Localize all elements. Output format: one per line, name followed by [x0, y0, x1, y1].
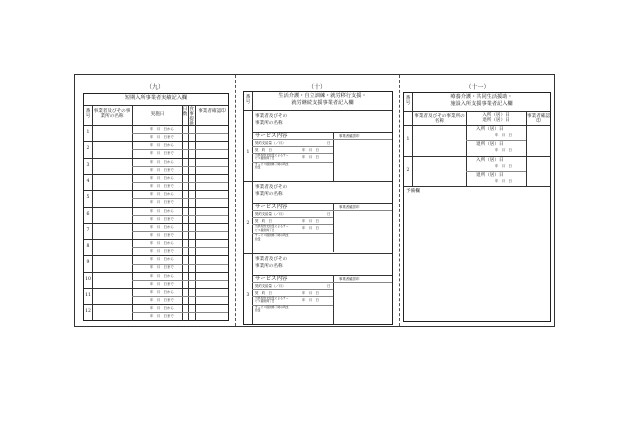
- provider-name-field[interactable]: [93, 191, 131, 205]
- service-content-label: サービス内容: [255, 133, 288, 139]
- provider-name-label: 事業所の名称: [255, 263, 283, 269]
- end-date-label: 当該契約支給量によるサービス提供終了日: [255, 224, 289, 232]
- date-to: 年 月 日まで: [150, 298, 174, 302]
- end-date-value: 年 月 日: [302, 226, 319, 231]
- entry-number: 1: [246, 150, 250, 155]
- end-date-value: 年 月 日: [302, 155, 319, 159]
- provider-name-field[interactable]: [93, 159, 131, 173]
- date-to: 年 月 日まで: [150, 265, 174, 270]
- col-meal-label: 食事提供: [189, 107, 194, 127]
- panel11-title: （十一）: [465, 84, 490, 91]
- provider-name-label: 事業者及びその: [255, 185, 288, 191]
- provider-name-field[interactable]: [93, 126, 131, 140]
- date-from: 年 月 日から: [150, 208, 174, 213]
- provider-name-field[interactable]: [93, 240, 131, 254]
- row-number: 8: [86, 244, 90, 250]
- row-number: 2: [86, 146, 90, 152]
- contract-date-value: 年 月 日: [302, 290, 319, 295]
- date-to: 年 月 日まで: [150, 216, 174, 221]
- date-to: 年 月 日まで: [150, 167, 174, 172]
- move-out-date: 年 月 日: [495, 178, 512, 183]
- panel9-title: （九）: [145, 84, 164, 91]
- provider-name-field[interactable]: [93, 273, 131, 287]
- entry-number: 3: [246, 292, 250, 298]
- form-sheet: [74, 74, 555, 327]
- daytime-service-table: [243, 91, 393, 325]
- contract-date-value: 年 月 日: [302, 148, 319, 152]
- provider-name-label: 事業所の名称: [255, 121, 283, 126]
- confirm-stamp-field[interactable]: [334, 283, 391, 323]
- confirm-label: 事業者確認印: [339, 134, 360, 138]
- row-number: 6: [86, 211, 90, 217]
- day-unit: 日: [327, 212, 331, 217]
- col-number-label: 番号: [405, 96, 411, 106]
- end-date-label: 当該契約支給量によるサービス提供終了日: [255, 295, 289, 303]
- date-from: 年 月 日から: [150, 159, 174, 164]
- provider-name-field[interactable]: [93, 208, 131, 222]
- col-days-label: 日数: [182, 107, 188, 117]
- col-out-label: 退所（居）日: [482, 118, 510, 123]
- col-in-label: 入所（居）日: [482, 113, 510, 118]
- end-date-value: 年 月 日: [302, 297, 319, 302]
- day-unit: 日: [327, 283, 331, 288]
- confirm-label: 事業者確認印: [339, 205, 360, 210]
- remaining-amount-label: サービス提供終了時の残支給量: [255, 162, 289, 170]
- move-in-date: 年 月 日: [495, 133, 512, 137]
- short-stay-table: [83, 93, 229, 321]
- col-name-label: 事業者及びその事業所の名称: [414, 114, 465, 124]
- date-from: 年 月 日から: [150, 273, 174, 278]
- confirm-stamp-field[interactable]: [334, 211, 391, 251]
- move-in-label: 入所（居）日: [476, 127, 504, 132]
- end-date-label: 当該契約支給量によるサービス提供終了日: [255, 153, 289, 161]
- contract-amount-label: 契約支給量（／月）: [255, 283, 286, 288]
- row-number: 1: [406, 137, 410, 142]
- col-confirm-label: 事業者確認印: [198, 109, 226, 114]
- panel11-header-line1: 療養介護・共同生活援助・: [450, 94, 513, 100]
- date-to: 年 月 日まで: [150, 200, 174, 205]
- contract-date-value: 年 月 日: [302, 219, 319, 224]
- move-in-date: 年 月 日: [495, 163, 512, 168]
- provider-name-field[interactable]: [93, 289, 131, 303]
- row-number: 12: [85, 309, 91, 315]
- contract-amount-label: 契約支給量（／月）: [255, 212, 286, 217]
- row-number: 9: [86, 260, 90, 266]
- col-confirm-label: 事業者確認印: [527, 114, 550, 124]
- panel-divider: [235, 75, 236, 326]
- panel10-title: （十）: [307, 84, 326, 91]
- move-out-label: 退所（居）日: [476, 142, 504, 147]
- date-from: 年 月 日から: [150, 257, 174, 262]
- col-number-label: 番号: [85, 109, 91, 119]
- row-number: 4: [86, 178, 90, 184]
- move-in-label: 入所（居）日: [476, 157, 504, 163]
- panel10-header-line1: 生活介護・自立訓練・就労移行支援・: [278, 93, 367, 99]
- confirm-label: 事業者確認印: [339, 276, 360, 281]
- col-date-label: 実施日: [150, 112, 165, 117]
- date-from: 年 月 日から: [150, 241, 174, 246]
- contract-date-label: 契 約 日: [255, 290, 272, 295]
- service-content-label: サービス内容: [255, 275, 288, 282]
- provider-name-field[interactable]: [93, 142, 131, 156]
- confirm-stamp-field[interactable]: [334, 140, 391, 180]
- col-number-label: 番号: [245, 95, 251, 105]
- date-from: 年 月 日から: [150, 306, 174, 311]
- row-number: 7: [86, 227, 90, 233]
- date-from: 年 月 日から: [150, 192, 174, 197]
- date-to: 年 月 日まで: [150, 135, 174, 139]
- contract-date-label: 契 約 日: [255, 148, 272, 152]
- date-to: 年 月 日まで: [150, 183, 174, 188]
- date-from: 年 月 日から: [150, 175, 174, 180]
- panel11-header-line2: 施設入所支援事業者記入欄: [450, 101, 513, 107]
- provider-name-field[interactable]: [413, 126, 465, 155]
- panel10-header-line2: 就労継続支援事業者記入欄: [291, 100, 354, 106]
- row-number: 1: [86, 130, 90, 135]
- date-to: 年 月 日まで: [150, 281, 174, 286]
- panel9-header: 短期入所事業者実績記入欄: [124, 95, 188, 101]
- residential-service-table: [403, 92, 551, 322]
- day-unit: 日: [327, 141, 331, 145]
- row-number: 11: [85, 293, 91, 298]
- move-out-date: 年 月 日: [495, 148, 512, 152]
- date-from: 年 月 日から: [150, 224, 174, 229]
- provider-name-field[interactable]: [93, 175, 131, 189]
- row-number: 3: [86, 162, 90, 168]
- provider-name-field[interactable]: [93, 305, 131, 319]
- remaining-amount-label: サービス提供終了時の残支給量: [255, 233, 289, 241]
- date-to: 年 月 日まで: [150, 314, 174, 319]
- date-to: 年 月 日まで: [150, 151, 174, 156]
- date-to: 年 月 日まで: [150, 249, 174, 254]
- provider-name-field[interactable]: [93, 256, 131, 270]
- date-to: 年 月 日まで: [150, 232, 174, 237]
- entry-number: 2: [246, 221, 250, 227]
- provider-name-field[interactable]: [413, 157, 465, 186]
- remaining-amount-label: サービス提供終了時の残支給量: [255, 304, 289, 312]
- move-out-label: 退所（居）日: [476, 172, 504, 178]
- provider-name-field[interactable]: [93, 224, 131, 238]
- col-name-label: 事業者及びその事業所の名称: [93, 109, 131, 119]
- date-from: 年 月 日から: [150, 127, 174, 131]
- contract-date-label: 契 約 日: [255, 219, 272, 224]
- provider-name-label: 事業者及びその: [255, 256, 288, 262]
- row-number: 10: [85, 276, 91, 282]
- row-number: 2: [406, 167, 410, 173]
- date-from: 年 月 日から: [150, 143, 174, 148]
- row-number: 5: [86, 195, 90, 201]
- service-content-label: サービス内容: [255, 204, 288, 211]
- provider-name-label: 事業者及びその: [255, 114, 288, 119]
- date-from: 年 月 日から: [150, 290, 174, 294]
- provider-name-label: 事業所の名称: [255, 192, 283, 198]
- panel-divider: [399, 75, 400, 326]
- notes-label: 予備欄: [406, 189, 420, 194]
- contract-amount-label: 契約支給量（／月）: [255, 141, 286, 145]
